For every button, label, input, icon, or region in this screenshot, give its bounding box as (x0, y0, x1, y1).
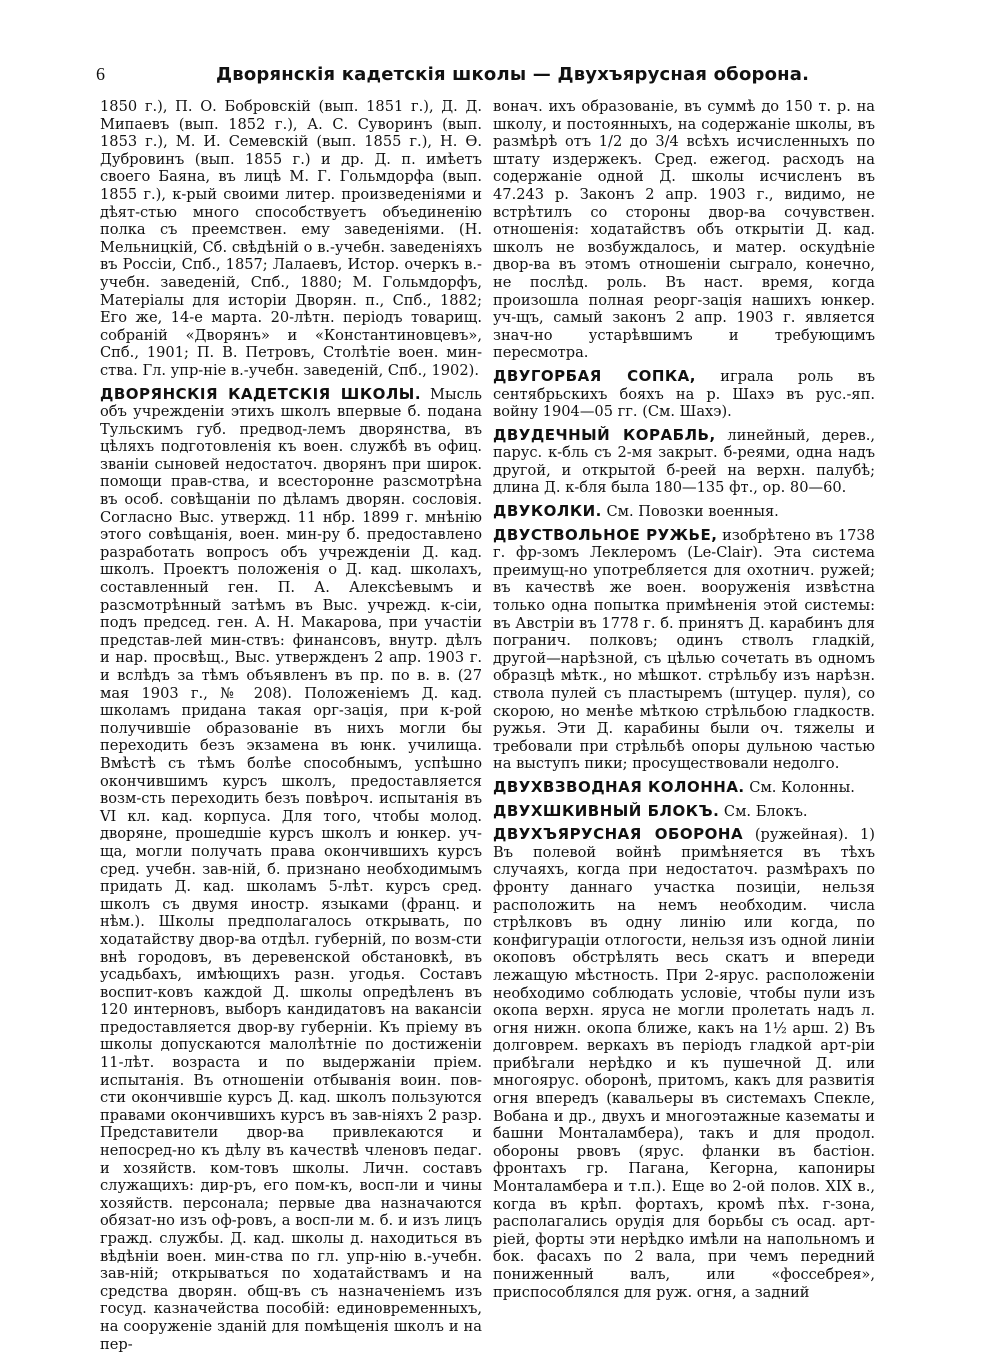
entry-headword: ДВУСТВОЛЬНОЕ РУЖЬЕ, (493, 525, 718, 544)
right-column (493, 98, 875, 1307)
running-title: Дворянскiя кадетскiя школы — Двухъярусная оборона. (216, 64, 810, 85)
entry-body: линейный, дерев., парус. к-бль съ 2-мя закрыт. б-реями, одна надъ другой, и открытой б-реей на верхн. палубѣ; длина Д. к-бля была 180—135 фт., ор. 80—60. (493, 426, 875, 497)
entry-body: Мысль объ учрежденiи этихъ школъ впервые б. подана Тульскимъ губ. предвод-лемъ дворянства, въ цѣляхъ подготовленiя къ воен. службѣ въ офиц. званiи сыновей недостаточ. дворянъ при широк. помощи прав-ства, и всесторонне разсмотрѣна въ особ. совѣщанiи по дѣламъ дворян. сословiя. Согласно Выс. утвержд. 11 нбр. 1899 г. мнѣнiю этого совѣщанiя, воен. мин-ру б. предоставлено разработать вопросъ объ учрежденiи Д. кад. школъ. Проектъ положенiя о Д. кад. школахъ, составленный ген. П. А. Алексѣевымъ и разсмотрѣнный затѣмъ въ Выс. учрежд. к-сiи, подъ председ. ген. А. Н. Макарова, при участiи представ-лей мин-ствъ: финансовъ, внутр. дѣлъ и нар. просвѣщ., Выс. утвержденъ 2 апр. 1903 г. и вслѣдъ за тѣмъ объявленъ въ пр. по в. в. (27 мая 1903 г., № 208). Положенiемъ Д. кад. школамъ придана такая орг-зацiя, при к-рой получившiе образованiе въ нихъ могли бы переходить безъ экзамена въ юнк. училища. Вмѣстѣ съ тѣмъ болѣе способнымъ, успѣшно окончившимъ курсъ школъ, предоставляется возм-сть переходить безъ повѣроч. испытанiя въ VI кл. кад. корпуса. Для того, чтобы молод. дворяне, прошедшiе курсъ школъ и юнкер. уч-ща, могли получать права окончившихъ курсъ сред. учебн. зав-нiй, б. признано необходимымъ придать Д. кад. школамъ 5-лѣт. курсъ сред. школъ съ двумя иностр. языками (франц. и нѣм.). Школы предполагалось открывать, по ходатайству двор-ва отдѣл. губернiй, по возм-сти внѣ городовъ, въ деревенской обстановкѣ, въ усадьбахъ, имѣющихъ разн. угодья. Составъ воспит-ковъ каждой Д. школы опредѣленъ въ 120 интерновъ, выборъ кандидатовъ на вакансiи предоставляется двор-ву губернiи. Къ прiему въ школы допускаются малолѣтнiе по достиженiи 11-лѣт. возраста и по выдержанiи прiем. испытанiя. Въ отношенiи отбыванiя воин. пов-сти окончившiе курсъ Д. кад. школъ пользуются правами окончившихъ курсъ въ зав-нiяхъ 2 разр. Представители двор-ва привлекаются и непосред-но къ дѣлу въ качествѣ членовъ педаг. и хозяйств. ком-товъ школы. Личн. составъ служащихъ: дир-ръ, его пом-къ, восп-ли и чины хозяйств. персонала; первые два назначаются обязат-но изъ оф-ровъ, а восп-ли м. б. и изъ лицъ гражд. службы. Д. кад. школы д. находиться въ вѣдѣнiи воен. мин-ства по гл. упр-нiю в.-учебн. зав-нiй; открываться по ходатайствамъ и на средства дворян. общ-въ съ назначенiемъ изъ госуд. казначейства пособiй: единовременныхъ, на сооруженiе зданiй для помѣщенiя школъ и на пер- (100, 385, 482, 1353)
entry-headword: ДВУХЪЯРУСНАЯ ОБОРОНА (493, 825, 744, 844)
page-number: 6 (96, 64, 105, 84)
entry-headword: ДВУХШКИВНЫЙ БЛОКЪ. (493, 801, 720, 820)
entry-dvustvolnoe-ruzhe (493, 527, 875, 773)
entry-headword: ДВУКОЛКИ. (493, 502, 602, 521)
entry-headword: ДВУХВЗВОДНАЯ КОЛОННА. (493, 777, 745, 796)
entry-headword: ДВУДЕЧНЫЙ КОРАБЛЬ, (493, 425, 716, 444)
entry-dvugorbaya-sopka (493, 368, 875, 421)
entry-dvukhshkivny-blok (493, 803, 875, 821)
entry-body: играла роль въ сентябрьскихъ бояхъ на р. Шахэ въ рус.-яп. войну 1904—05 гг. (См. Шахэ). (493, 367, 875, 421)
entry-body: См. Блокъ. (719, 802, 808, 820)
entry-headword: ДВОРЯНСКIЯ КАДЕТСКIЯ ШКОЛЫ. (100, 384, 422, 403)
page-header (96, 64, 906, 92)
entry-body: См. Колонны. (744, 778, 855, 796)
entry-headword: ДВУГОРБАЯ СОПКА, (493, 366, 696, 385)
entry-body: изобрѣтено въ 1738 г. фр-зомъ Леклеромъ (Le-Clair). Эта система преимущ-но употребляется для охотнич. ружей; въ качествѣ же воен. вооруженiя извѣстна только одна попытка примѣненiя этой системы: въ Австрiи въ 1778 г. б. принятъ Д. карабинъ для погранич. полковъ; одинъ стволъ гладкiй, другой—нарѣзной, съ цѣлью сочетать въ одномъ образцѣ мѣтк., но мѣшкот. стрѣльбу изъ нарѣзн. ствола пулей съ пластыремъ (штуцер. пуля), со скорою, но менѣе мѣткою стрѣльбою гладкоств. ружья. Эти Д. карабины были оч. тяжелы и требовали при стрѣльбѣ опоры дульною частью на выступъ пики; просуществовали недолго. (493, 526, 875, 773)
entry-dvoryanskiya-kadetskiya-shkoly (100, 386, 482, 1354)
entry-body: (ружейная). 1) Въ полевой войнѣ примѣняется въ тѣхъ случаяхъ, когда при недостаточ. размѣрахъ по фронту даннаго участка позицiи, нельзя расположить на немъ необходим. числа стрѣлковъ въ одну линiю или когда, по конфигурацiи отлогости, нельзя изъ одной линiи окоповъ обстрѣлять весь скатъ и впереди лежащую мѣстность. При 2-ярус. расположенiи необходимо соблюдать условiе, чтобы пули изъ окопа верхн. яруса не могли пролетать надъ л. огня нижн. окопа ближе, какъ на 1½ арш. 2) Въ долговрем. веркахъ въ перiодъ гладкой арт-рiи прибѣгали нерѣдко и къ пушечной Д. или многоярус. оборонѣ, притомъ, какъ для развитiя огня впередъ (кавальеры въ системахъ Спекле, Вобана и др., двухъ и многоэтажные казематы и башни Монталамбера), такъ и для продол. обороны рвовъ (ярус. фланки въ бастiон. фронтахъ гр. Пагана, Кегорна, капониры Монталамбера и т.п.). Еще во 2-ой полов. XIX в., когда въ крѣп. фортахъ, кромѣ пѣх. г-зона, располагались орудiя для борьбы съ осад. арт-рiей, форты эти нерѣдко имѣли на напольномъ и бок. фасахъ по 2 вала, при чемъ передний пониженный валъ, или «фоссебрея», приспособлялся для руж. огня, а задний (493, 826, 875, 1301)
entry-dvukhvzvodnaya-kolonna (493, 779, 875, 797)
entry-body: См. Повозки военныя. (601, 503, 779, 521)
continued-entry-text: 1850 г.), П. О. Бобровскiй (вып. 1851 г.), Д. Д. Мипаевъ (вып. 1852 г.), А. С. Суворинъ (вып. 1853 г.), М. И. Семевскiй (вып. 1855 г.), Н. Ѳ. Дубровинъ (вып. 1855 г.) и др. Д. п. имѣетъ своего Баяна, въ лицѣ М. Г. Гольмдорфа (вып. 1855 г.), к-рый своими литер. произведенiями и дѣят-стью много способствуетъ объединенiю полка съ преемствен. ему заведенiями. (Н. Мельницкiй, Сб. свѣдѣнiй о в.-учебн. заведенiяхъ въ Россiи, Спб., 1857; Лалаевъ, Истор. очеркъ в.-учебн. заведенiй, Спб., 1880; М. Гольмдорфъ, Матерiалы для исторiи Дворян. п., Спб., 1882; Его же, 14-е марта. 20-лѣтн. перiодъ товарищ. собранiй «Дворянъ» и «Константиновцевъ», Спб., 1901; П. В. Петровъ, Столѣтiе воен. мин-ства. Гл. упр-нiе в.-учебн. заведенiй, Спб., 1902). (100, 98, 482, 379)
entry-dvudechny-korabl (493, 427, 875, 497)
entry-dvukhyarusnaya-oborona (493, 826, 875, 1301)
continued-entry-text: вонач. ихъ образованiе, въ суммѣ до 150 т. р. на школу, и постоянныхъ, на содержанiе школы, въ размѣрѣ отъ 1/2 до 3/4 всѣхъ исчисленныхъ по штату издержекъ. Сред. ежегод. расходъ на содержанiе одной Д. школы исчисленъ въ 47.243 р. Законъ 2 апр. 1903 г., видимо, не встрѣтилъ со стороны двор-ва сочувствен. отношенiя: ходатайствъ объ открытiи Д. кад. школъ не возбуждалось, и матер. оскудѣнiе двор-ва въ этомъ отношенiи сыграло, конечно, не послѣд. роль. Въ наст. время, когда произошла полная реорг-зацiя нашихъ юнкер. уч-щъ, самый законъ 2 апр. 1903 г. является знач-но устарѣвшимъ и требующимъ пересмотра. (493, 98, 875, 362)
left-column (100, 98, 482, 1359)
entry-dvukolki (493, 503, 875, 521)
